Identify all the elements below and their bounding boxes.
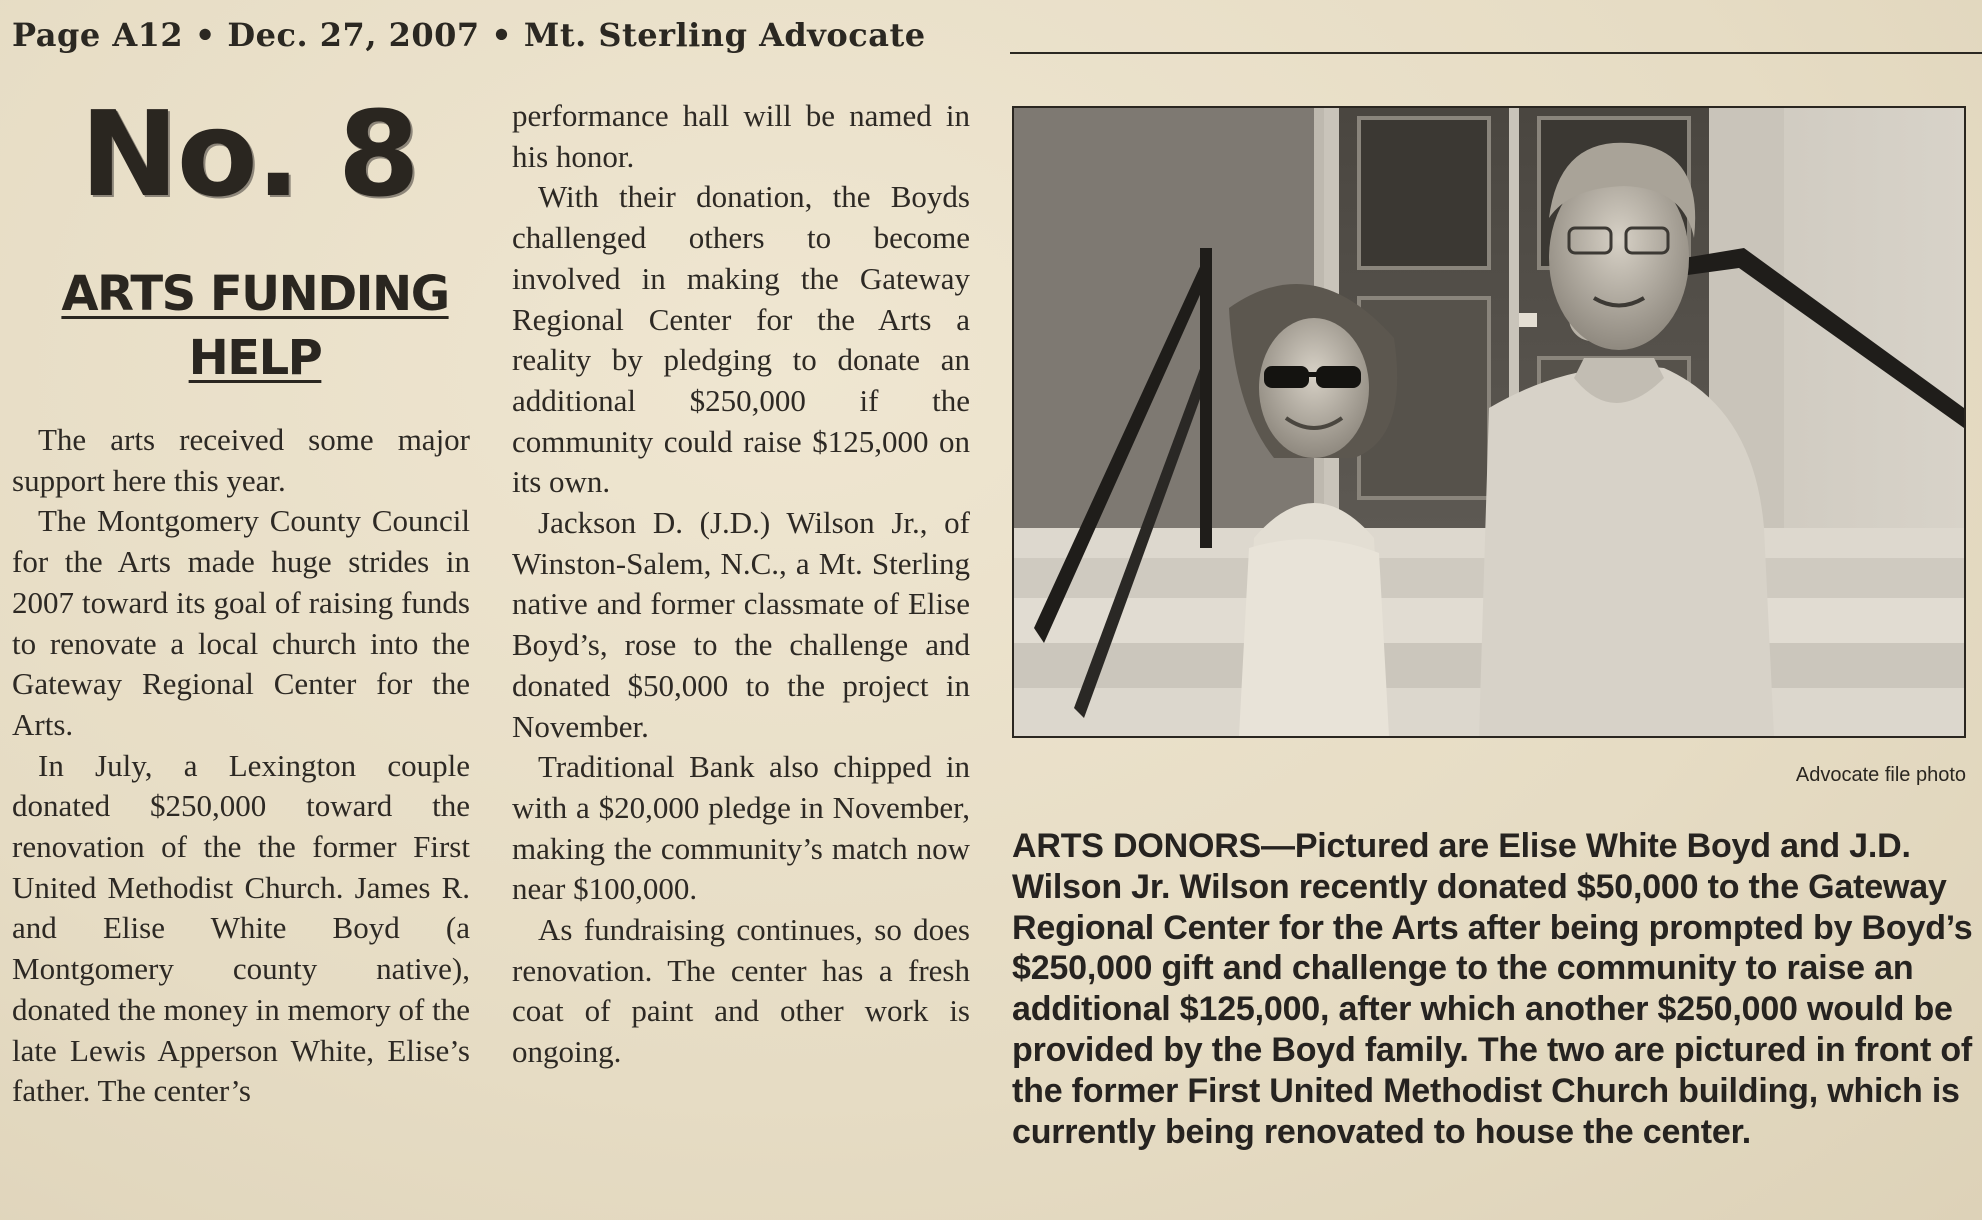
header-rule	[1010, 52, 1982, 54]
donors-photo-illustration	[1014, 108, 1964, 736]
article-column-2	[512, 96, 970, 1073]
article-paragraph: With their donation, the Boyds challenged others to become involved in making the Gateway Regional Center for the Arts a reality by pledging to donate an additional $250,000 if the community could raise $125,000 on its own.	[512, 179, 970, 500]
article-paragraph: Traditional Bank also chipped in with a $20,000 pledge in November, making the community’s match now near $100,000.	[512, 749, 970, 907]
photo-credit: Advocate file photo	[1795, 764, 1966, 786]
article-column-1	[12, 420, 470, 1112]
story-headline	[30, 262, 480, 390]
article-paragraph: In July, a Lexington couple donated $250,000 toward the renovation of the the former First United Methodist Church. James R. and Elise White Boyd (a Montgomery county native), donated the money in memory of the late Lewis Apperson White, Elise’s father. The center’s	[12, 747, 470, 1109]
article-paragraph: Jackson D. (J.D.) Wilson Jr., of Winston-Salem, N.C., a Mt. Sterling native and former classmate of Elise Boyd’s, rose to the challenge and donated $50,000 to the project in November.	[512, 505, 970, 744]
article-paragraph: The arts received some major support here this year.	[12, 422, 470, 498]
donors-photo	[1012, 106, 1966, 738]
story-rank: No. 8	[80, 85, 418, 223]
headline-line-2: HELP	[188, 330, 322, 386]
photo-caption: ARTS DONORS—Pictured are Elise White Boyd and J.D. Wilson Jr. Wilson recently donated $50,000 to the Gateway Regional Center for the Arts after being prompted by Boyd’s $250,000 gift and challenge to the community to raise an additional $125,000, after which another $250,000 would be provided by the Boyd family. The two are pictured in front of the former First United Methodist Church building, which is currently being renovated to house the center.	[1012, 827, 1973, 1151]
article-paragraph: As fundraising continues, so does renovation. The center has a fresh coat of paint and other work is ongoing.	[512, 912, 970, 1070]
page-header: Page A12 • Dec. 27, 2007 • Mt. Sterling Advocate	[12, 16, 926, 54]
article-paragraph: The Montgomery County Council for the Arts made huge strides in 2007 toward its goal of raising funds to renovate a local church into the Gateway Regional Center for the Arts.	[12, 503, 470, 742]
headline-line-1: ARTS FUNDING	[61, 266, 449, 322]
article-paragraph: performance hall will be named in his honor.	[512, 98, 970, 174]
